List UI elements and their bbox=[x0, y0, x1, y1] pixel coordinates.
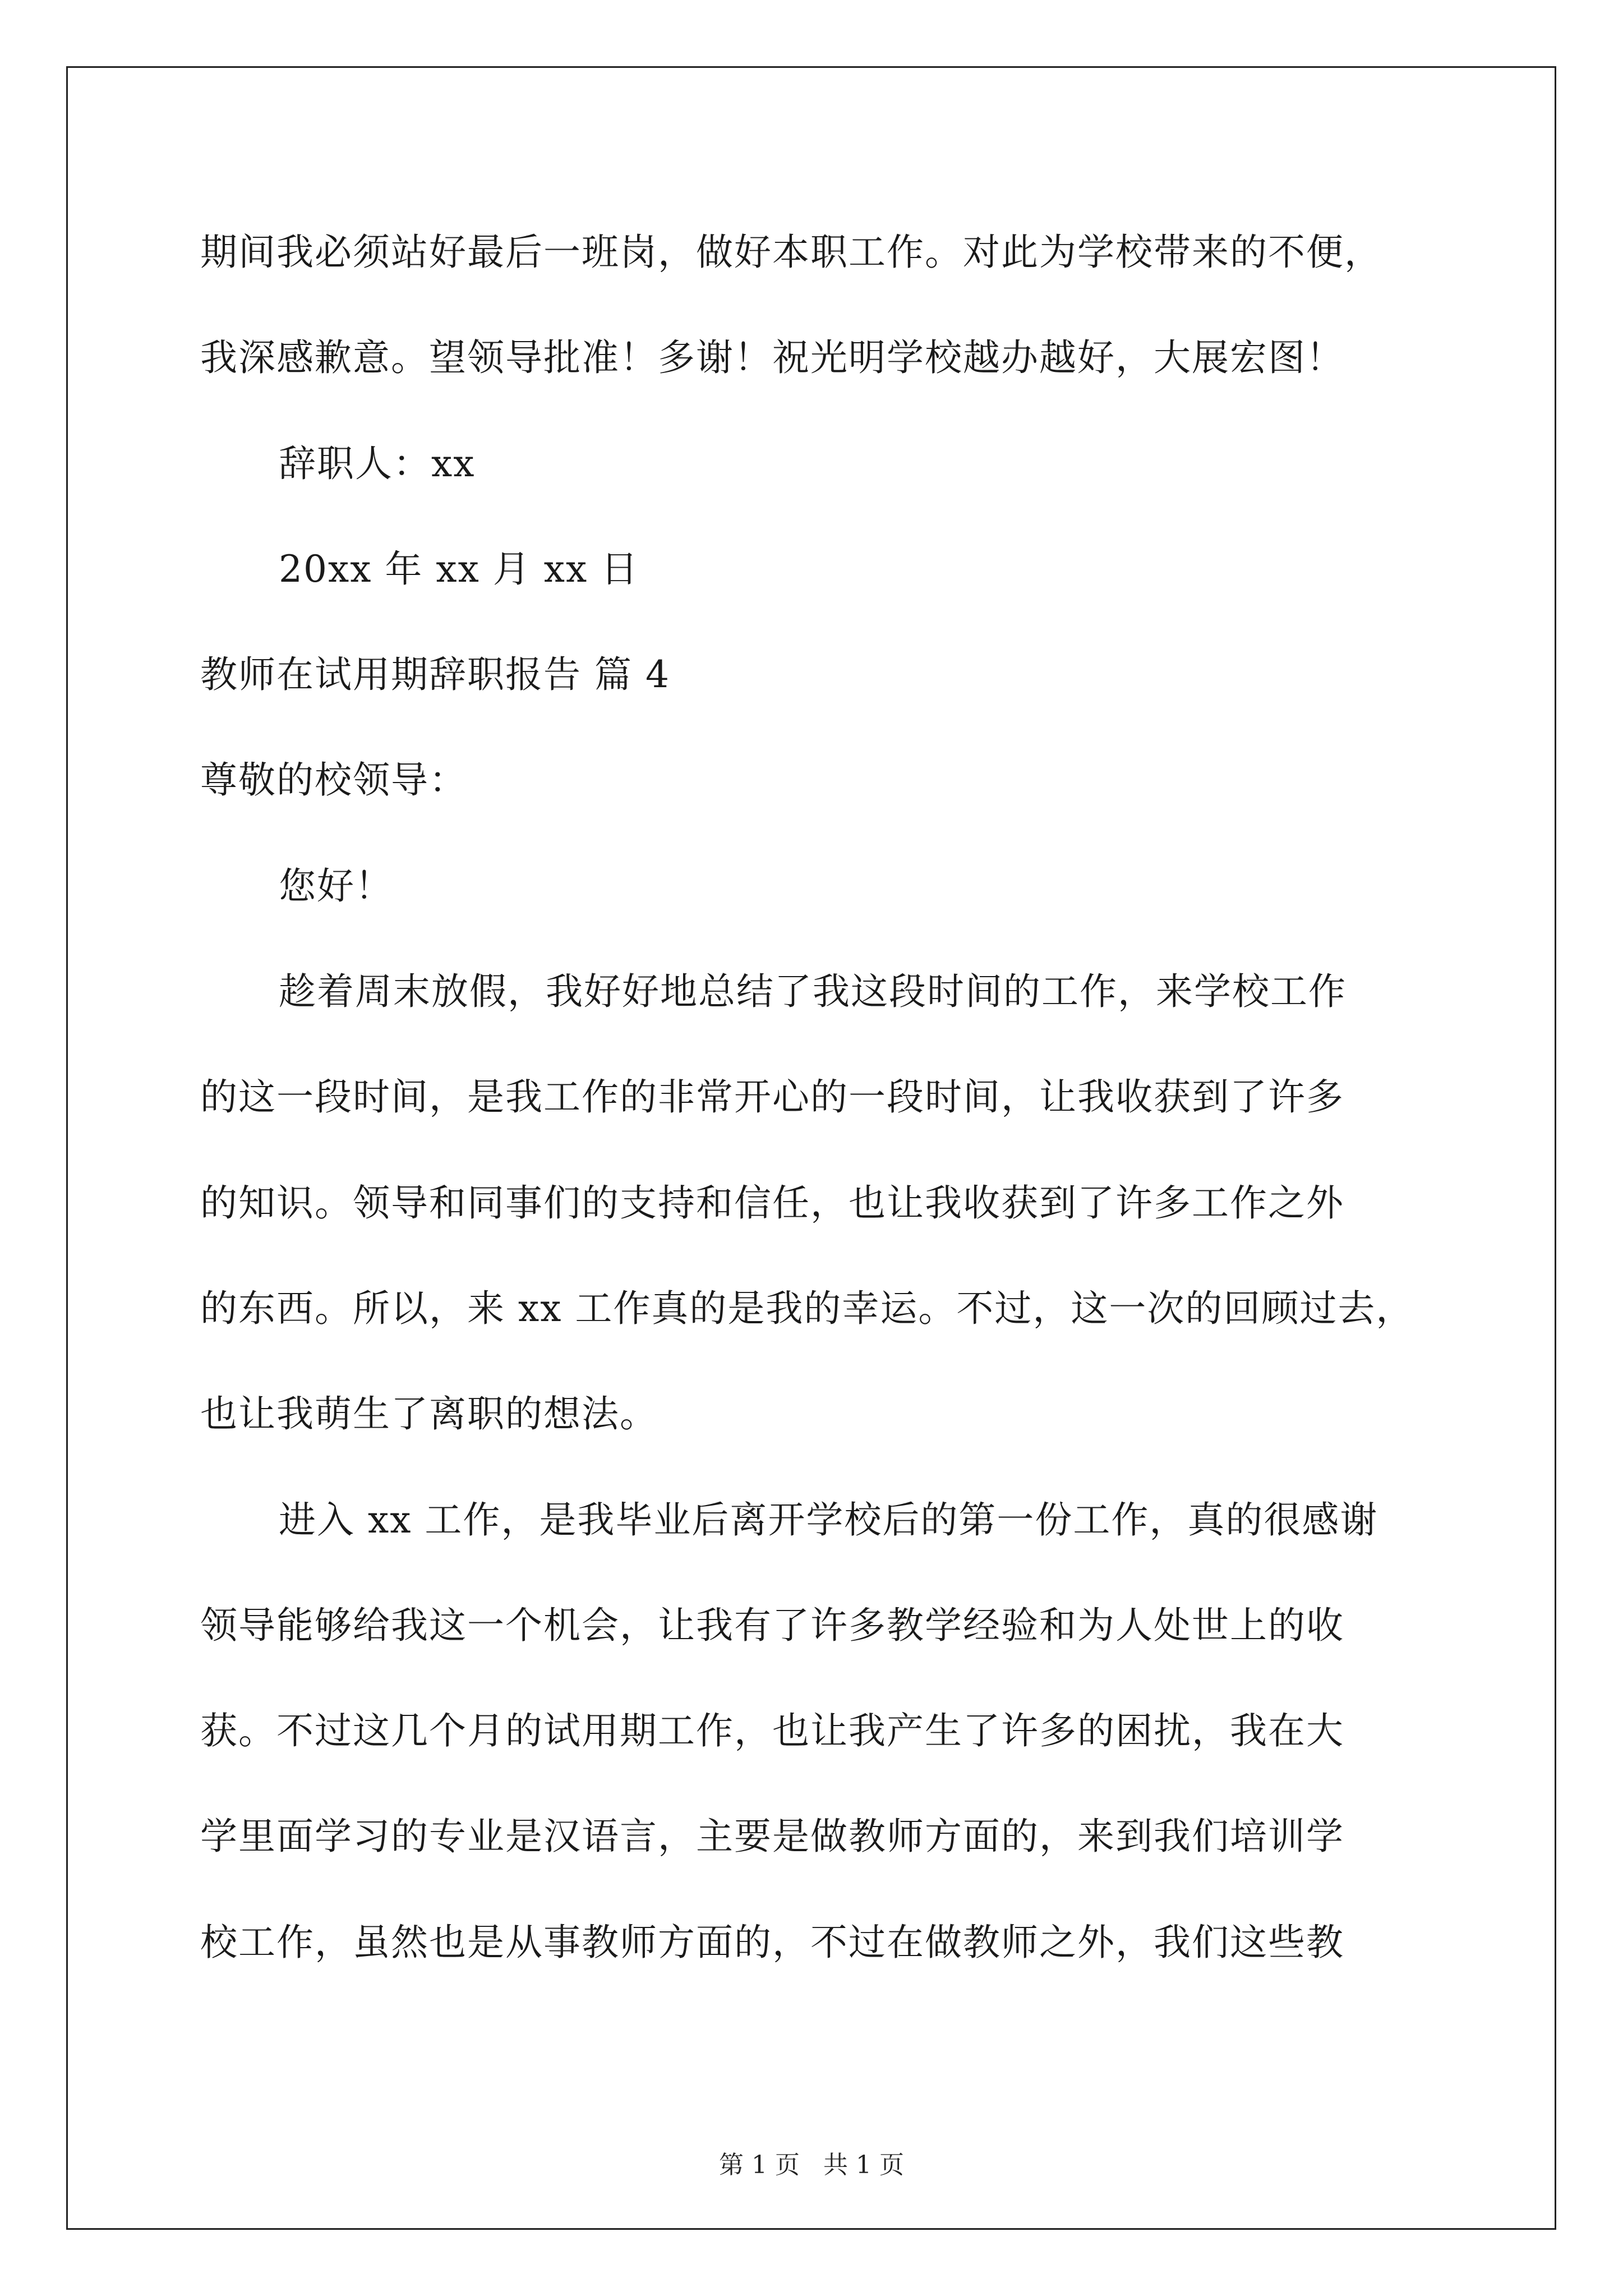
date-line: 20xx 年 xx 月 xx 日 bbox=[279, 547, 639, 591]
paragraph-line: 获。不过这几个月的试用期工作，也让我产生了许多的困扰，我在大 bbox=[200, 1709, 1344, 1752]
paragraph-line: 也让我萌生了离职的想法。 bbox=[200, 1392, 658, 1435]
section-title: 教师在试用期辞职报告 篇 4 bbox=[200, 653, 670, 696]
paragraph-line: 的东西。所以，来 xx 工作真的是我的幸运。不过，这一次的回顾过去， bbox=[200, 1287, 1414, 1330]
paragraph-line: 进入 xx 工作，是我毕业后离开学校后的第一份工作，真的很感谢 bbox=[279, 1498, 1378, 1542]
paragraph-line: 趁着周末放假，我好好地总结了我这段时间的工作，来学校工作 bbox=[279, 970, 1347, 1013]
paragraph-line: 的这一段时间，是我工作的非常开心的一段时间，让我收获到了许多 bbox=[200, 1075, 1344, 1119]
page-border bbox=[66, 66, 1556, 2230]
greeting: 您好！ bbox=[279, 864, 393, 908]
paragraph-line: 学里面学习的专业是汉语言，主要是做教师方面的，来到我们培训学 bbox=[200, 1815, 1344, 1858]
paragraph-line: 校工作，虽然也是从事教师方面的，不过在做教师之外，我们这些教 bbox=[200, 1921, 1344, 1964]
salutation: 尊敬的校领导： bbox=[200, 758, 467, 802]
signature-line: 辞职人：xx bbox=[279, 442, 476, 485]
paragraph-line-continuation: 期间我必须站好最后一班岗，做好本职工作。对此为学校带来的不便， bbox=[200, 231, 1382, 274]
page-footer: 第 1 页 共 1 页 bbox=[719, 2151, 904, 2179]
paragraph-line: 的知识。领导和同事们的支持和信任，也让我收获到了许多工作之外 bbox=[200, 1181, 1344, 1225]
paragraph-line: 领导能够给我这一个机会，让我有了许多教学经验和为人处世上的收 bbox=[200, 1604, 1344, 1647]
paragraph-line-continuation: 我深感歉意。望领导批准！多谢！祝光明学校越办越好，大展宏图！ bbox=[200, 336, 1344, 379]
